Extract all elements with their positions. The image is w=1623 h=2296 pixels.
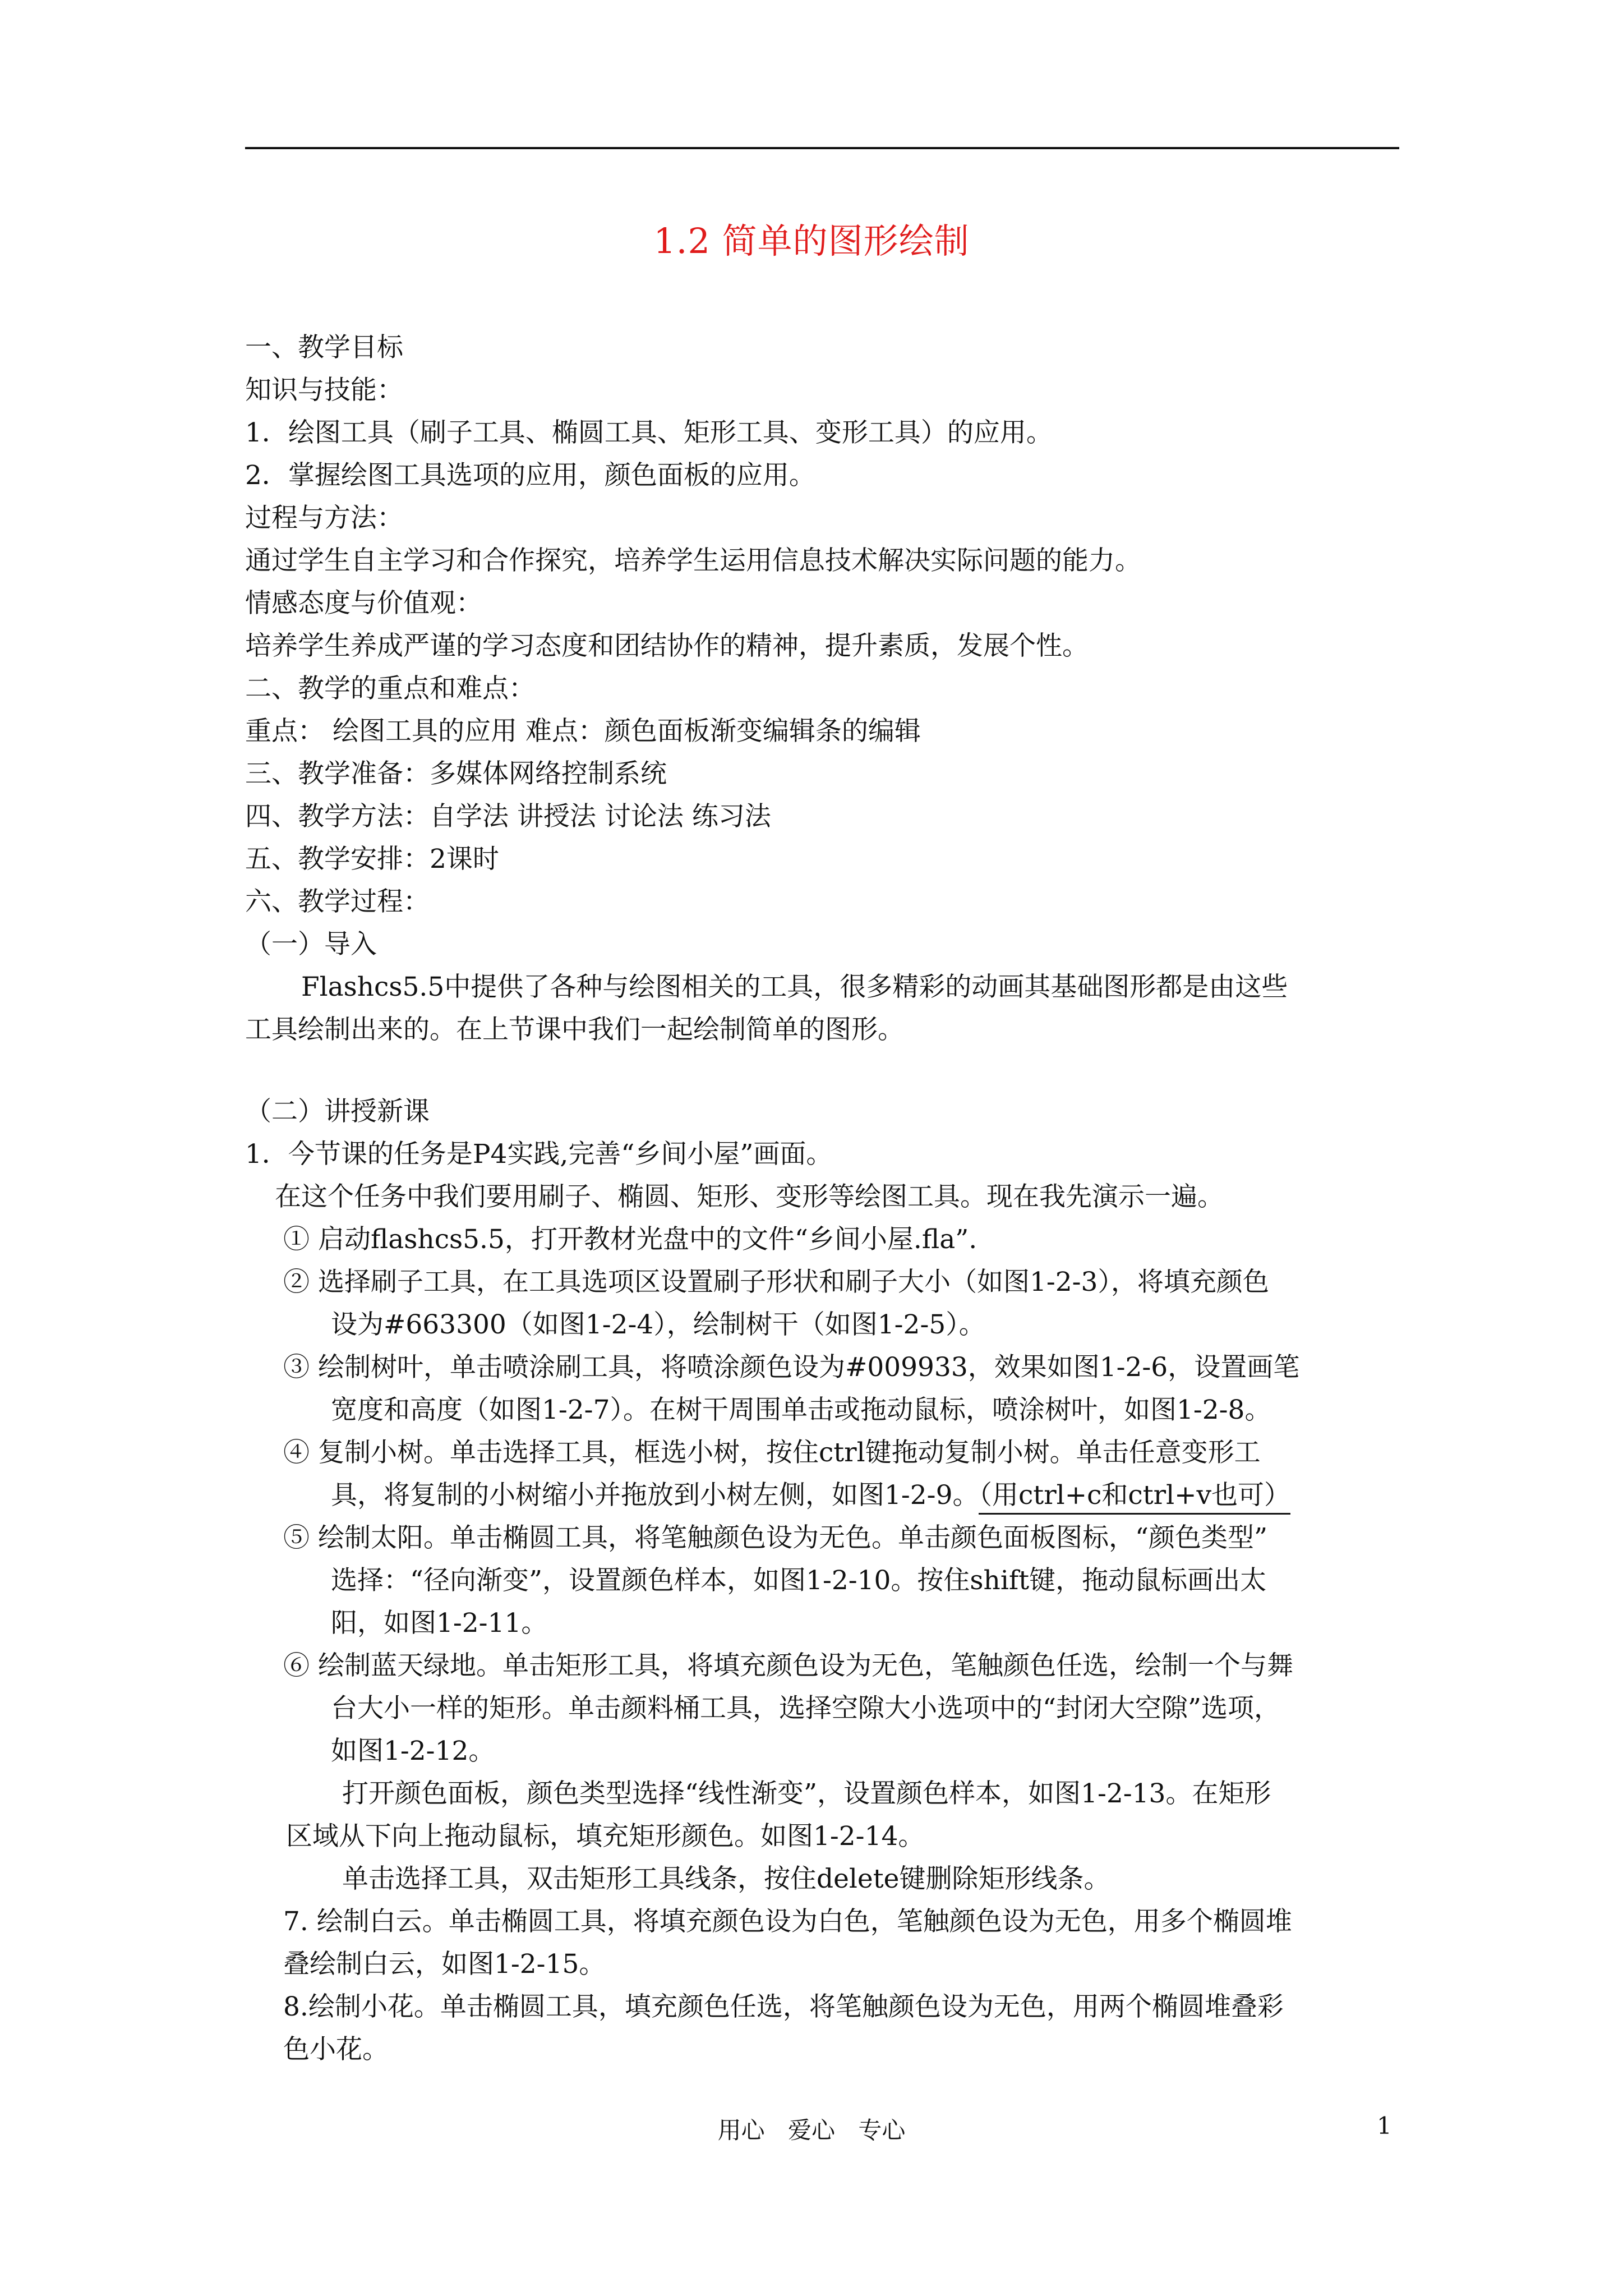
step-3-continued: 宽度和高度（如图1-2-7）。在树干周围单击或拖动鼠标，喷涂树叶，如图1-2-8。	[331, 1395, 1271, 1425]
step-5: ⑤ 绘制太阳。单击椭圆工具，将笔触颜色设为无色。单击颜色面板图标，“颜色类型”	[283, 1522, 1267, 1553]
step-5-continued: 阳，如图1-2-11。	[331, 1608, 548, 1639]
paragraph-line: 单击选择工具，双击矩形工具线条，按住delete键删除矩形线条。	[342, 1864, 1110, 1894]
paragraph-line: Flashcs5.5中提供了各种与绘图相关的工具，很多精彩的动画其基础图形都是由这些	[301, 972, 1288, 1002]
step-3: ③ 绘制树叶，单击喷涂刷工具，将喷涂颜色设为#009933，效果如图1-2-6，设置画笔	[283, 1352, 1300, 1383]
step-6-continued: 如图1-2-12。	[331, 1736, 495, 1766]
paragraph-line: 2．掌握绘图工具选项的应用，颜色面板的应用。	[245, 460, 815, 491]
footer-motto: 用心 爱心 专心	[717, 2116, 906, 2144]
step-6-continued: 台大小一样的矩形。单击颜料桶工具，选择空隙大小选项中的“封闭大空隙”选项，	[331, 1693, 1281, 1724]
subheading-attitude: 情感态度与价值观：	[245, 588, 482, 619]
heading-preparation: 三、教学准备：多媒体网络控制系统	[245, 758, 667, 789]
paragraph-line: 打开颜色面板，颜色类型选择“线性渐变”，设置颜色样本，如图1-2-13。在矩形	[342, 1778, 1271, 1809]
heading-objectives: 一、教学目标	[245, 332, 403, 363]
paragraph-line: 在这个任务中我们要用刷子、椭圆、矩形、变形等绘图工具。现在我先演示一遍。	[275, 1181, 1224, 1212]
step-1: ① 启动flashcs5.5，打开教材光盘中的文件“乡间小屋.fla”.	[283, 1224, 978, 1255]
step-2: ② 选择刷子工具，在工具选项区设置刷子形状和刷子大小（如图1-2-3），将填充颜色	[283, 1267, 1269, 1297]
step-8-continued: 色小花。	[283, 2034, 389, 2065]
step-4-note: （用ctrl+c和ctrl+v也可）	[979, 1480, 1290, 1515]
header-rule	[245, 147, 1399, 149]
subheading-new-lesson: （二）讲授新课	[245, 1096, 430, 1127]
heading-key-points: 二、教学的重点和难点：	[245, 673, 535, 704]
heading-process: 六、教学过程：	[245, 886, 430, 917]
paragraph-line: 工具绘制出来的。在上节课中我们一起绘制简单的图形。	[245, 1014, 904, 1045]
paragraph-line: 通过学生自主学习和合作探究，培养学生运用信息技术解决实际问题的能力。	[245, 545, 1141, 576]
page-number: 1	[1377, 2112, 1392, 2139]
step-4: ④ 复制小树。单击选择工具，框选小树，按住ctrl键拖动复制小树。单击任意变形工	[283, 1437, 1261, 1468]
subheading-knowledge: 知识与技能：	[245, 375, 403, 406]
heading-schedule: 五、教学安排：2课时	[245, 844, 499, 875]
step-7: 7. 绘制白云。单击椭圆工具，将填充颜色设为白色，笔触颜色设为无色，用多个椭圆堆	[283, 1906, 1292, 1937]
paragraph-line: 区域从下向上拖动鼠标，填充矩形颜色。如图1-2-14。	[286, 1821, 925, 1852]
document-title: 1.2 简单的图形绘制	[653, 220, 970, 261]
paragraph-line: 1．今节课的任务是P4实践,完善“乡间小屋”画面。	[245, 1139, 833, 1170]
subheading-intro: （一）导入	[245, 929, 377, 960]
step-4-text: 具，将复制的小树缩小并拖放到小树左侧，如图1-2-9。	[331, 1480, 979, 1511]
heading-methods: 四、教学方法：自学法 讲授法 讨论法 练习法	[245, 801, 771, 832]
paragraph-line: 培养学生养成严谨的学习态度和团结协作的精神，提升素质，发展个性。	[245, 631, 1089, 661]
step-2-continued: 设为#663300（如图1-2-4），绘制树干（如图1-2-5）。	[331, 1309, 985, 1340]
step-7-continued: 叠绘制白云，如图1-2-15。	[283, 1949, 606, 1980]
paragraph-line: 1．绘图工具（刷子工具、椭圆工具、矩形工具、变形工具）的应用。	[245, 417, 1053, 448]
step-4-continued	[331, 1479, 1290, 1512]
paragraph-line: 重点： 绘图工具的应用 难点：颜色面板渐变编辑条的编辑	[245, 716, 921, 747]
step-5-continued: 选择：“径向渐变”，设置颜色样本，如图1-2-10。按住shift键，拖动鼠标画出太	[331, 1565, 1267, 1596]
step-6: ⑥ 绘制蓝天绿地。单击矩形工具，将填充颜色设为无色，笔触颜色任选，绘制一个与舞	[283, 1650, 1293, 1681]
step-8: 8.绘制小花。单击椭圆工具，填充颜色任选，将笔触颜色设为无色，用两个椭圆堆叠彩	[283, 1991, 1284, 2022]
subheading-process: 过程与方法：	[245, 503, 403, 533]
